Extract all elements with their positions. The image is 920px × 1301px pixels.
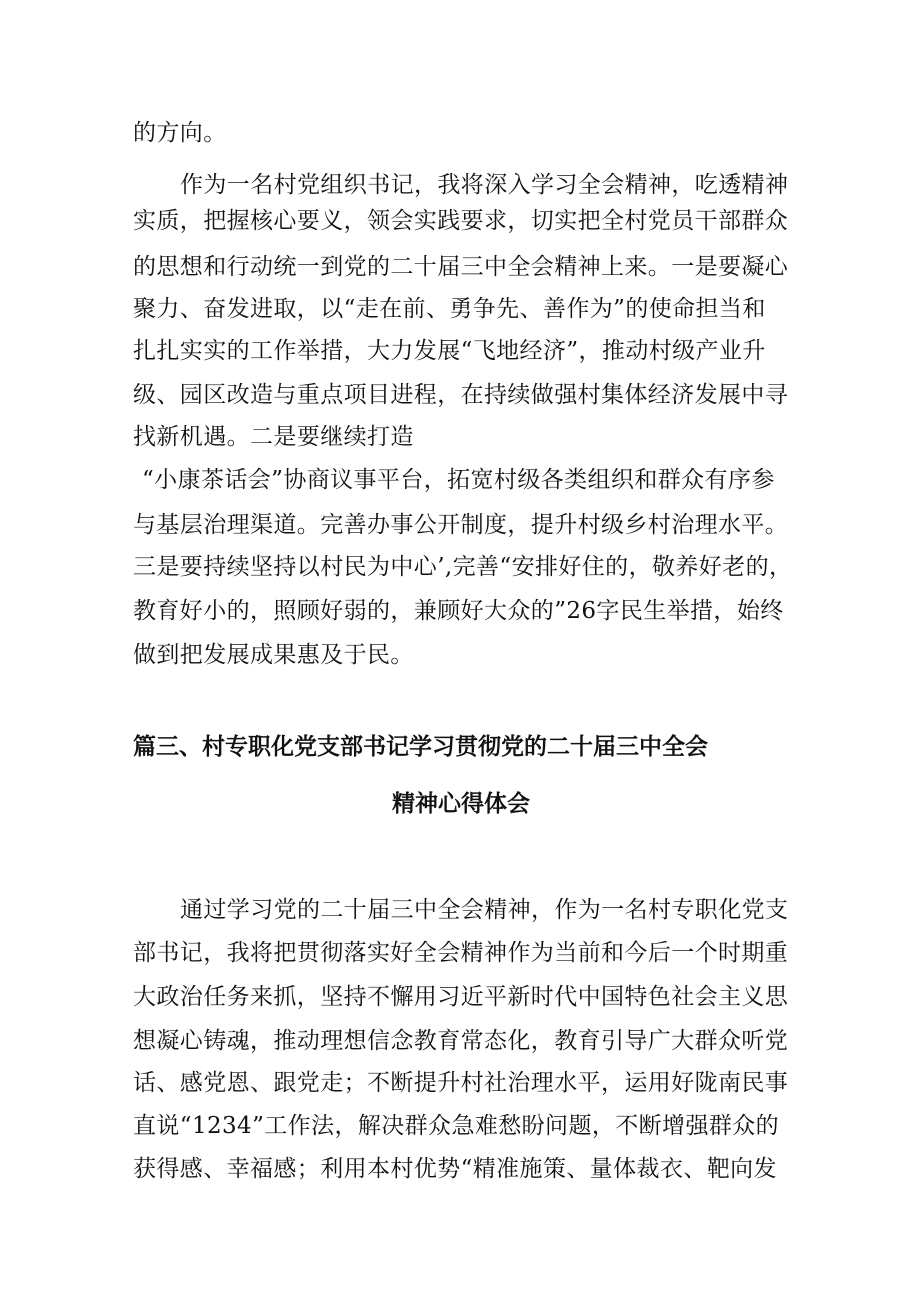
paragraph-line: 找新机遇。二是要继续打造	[133, 424, 414, 450]
section-heading-line-2: 精神心得体会	[392, 791, 530, 817]
paragraph-line: 直说“1234”工作法，解决群众急难愁盼问题，不断增强群众的	[133, 1113, 780, 1139]
paragraph-line: 作为一名村党组织书记，我将深入学习全会精神，吃透精神	[180, 172, 789, 198]
paragraph-line: 想凝心铸魂，推动理想信念教育常态化，教育引导广大群众听党	[133, 1028, 789, 1054]
paragraph-line: 做到把发展成果惠及于民。	[133, 642, 414, 668]
paragraph-line: 部书记，我将把贯彻落实好全会精神作为当前和今后一个时期重	[133, 940, 789, 966]
paragraph-line: 的方向。	[133, 120, 227, 146]
paragraph-line: 三是要持续坚持以村民为中心’,完善“安排好住的，敬养好老的，	[133, 554, 793, 580]
paragraph-line: 实质，把握核心要义，领会实践要求，切实把全村党员干部群众	[133, 208, 789, 234]
paragraph-line: 教育好小的，照顾好弱的，兼顾好大众的”26字民生举措，始终	[133, 598, 784, 624]
paragraph-line: 扎扎实实的工作举措，大力发展“飞地经济”，推动村级产业升	[133, 338, 766, 364]
paragraph-line: “小康茶话会”协商议事平台，拓宽村级各类组织和群众有序参	[142, 467, 775, 493]
section-heading-line-1: 篇三、村专职化党支部书记学习贯彻党的二十届三中全会	[133, 734, 708, 760]
paragraph-line: 与基层治理渠道。完善办事公开制度，提升村级乡村治理水平。	[133, 512, 789, 538]
paragraph-line: 聚力、奋发进取，以“走在前、勇争先、善作为”的使命担当和	[133, 296, 766, 322]
paragraph-line: 的思想和行动统一到党的二十届三中全会精神上来。一是要凝心	[133, 254, 789, 280]
paragraph-line: 获得感、幸福感；利用本村优势“精准施策、量体裁衣、靶向发	[133, 1156, 777, 1182]
paragraph-line: 通过学习党的二十届三中全会精神，作为一名村专职化党支	[180, 897, 789, 923]
paragraph-line: 话、感党恩、跟党走；不断提升村社治理水平，运用好陇南民事	[133, 1070, 789, 1096]
paragraph-line: 大政治任务来抓，坚持不懈用习近平新时代中国特色社会主义思	[133, 984, 789, 1010]
paragraph-line: 级、园区改造与重点项目进程，在持续做强村集体经济发展中寻	[133, 382, 789, 408]
